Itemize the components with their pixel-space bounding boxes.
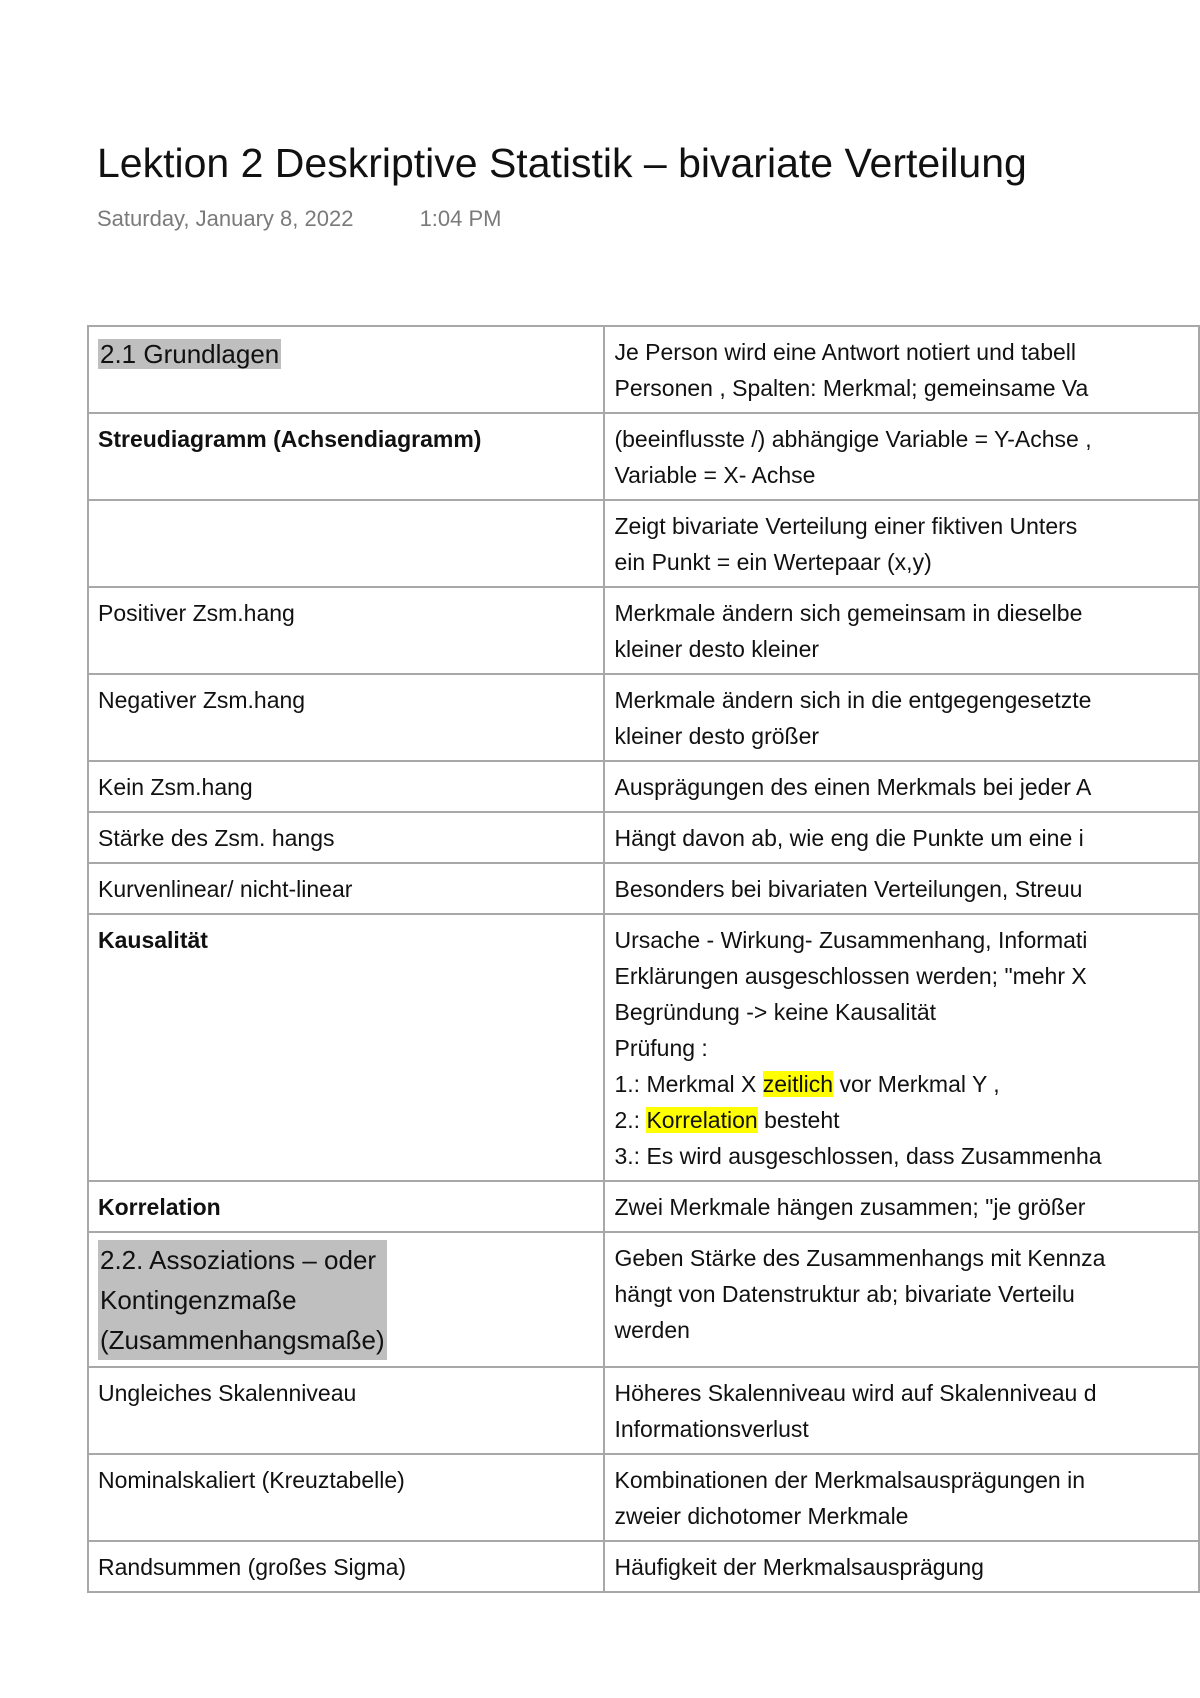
description-line: Je Person wird eine Antwort notiert und tabell (614, 339, 1077, 365)
description-line: Begründung -> keine Kausalität (614, 999, 937, 1025)
table-row (88, 413, 1199, 500)
description-line: Merkmale ändern sich in die entgegengesetzte (614, 687, 1092, 713)
description-line: Personen , Spalten: Merkmal; gemeinsame Va (614, 375, 1089, 401)
description-cell[interactable] (604, 500, 1199, 587)
description-line: Hängt davon ab, wie eng die Punkte um eine i (614, 825, 1084, 851)
term-cell[interactable] (88, 1181, 604, 1232)
section-heading-assoziation (98, 1240, 387, 1360)
term-label: Korrelation (98, 1194, 221, 1220)
description-line: Variable = X- Achse (614, 462, 816, 488)
highlight-zeitlich: zeitlich (762, 1071, 834, 1097)
description-cell[interactable] (604, 1367, 1199, 1454)
term-cell[interactable] (88, 863, 604, 914)
term-cell[interactable] (88, 500, 604, 587)
table-row (88, 1367, 1199, 1454)
description-line: Geben Stärke des Zusammenhangs mit Kennza (614, 1245, 1106, 1271)
term-label: Kurvenlinear/ nicht-linear (98, 876, 353, 902)
term-label: Kausalität (98, 927, 208, 953)
table-row (88, 1181, 1199, 1232)
term-cell[interactable] (88, 326, 604, 413)
table-row (88, 914, 1199, 1181)
term-label: Ungleiches Skalenniveau (98, 1380, 357, 1406)
term-label: Negativer Zsm.hang (98, 687, 306, 713)
section-heading-grundlagen: 2.1 Grundlagen (100, 339, 280, 369)
description-line: kleiner desto größer (614, 723, 820, 749)
term-cell[interactable] (88, 812, 604, 863)
page-meta (97, 206, 502, 232)
description-line: Kombinationen der Merkmalsausprägungen in (614, 1467, 1085, 1493)
description-line: Informationsverlust (614, 1416, 809, 1442)
term-label: Nominalskaliert (Kreuztabelle) (98, 1467, 405, 1493)
term-label: Stärke des Zsm. hangs (98, 825, 335, 851)
term-cell[interactable] (88, 413, 604, 500)
description-line: zweier dichotomer Merkmale (614, 1503, 909, 1529)
term-label: Randsummen (großes Sigma) (98, 1554, 407, 1580)
description-line: Prüfung : (614, 1035, 708, 1061)
notes-table (87, 325, 1200, 1593)
term-label: Streudiagramm (Achsendiagramm) (98, 426, 482, 452)
description-line: kleiner desto kleiner (614, 636, 820, 662)
table-row (88, 1541, 1199, 1592)
description-line: Merkmale ändern sich gemeinsam in dieselbe (614, 600, 1083, 626)
description-cell[interactable] (604, 413, 1199, 500)
heading-line: Kontingenzmaße (100, 1285, 297, 1315)
description-line: Ursache - Wirkung- Zusammenhang, Informati (614, 927, 1088, 953)
description-cell[interactable] (604, 674, 1199, 761)
page-date: Saturday, January 8, 2022 (97, 206, 354, 231)
term-cell[interactable] (88, 1367, 604, 1454)
description-line: Zeigt bivariate Verteilung einer fiktiven Unters (614, 513, 1078, 539)
check-text: 1.: Merkmal X (614, 1071, 763, 1097)
description-cell[interactable] (604, 326, 1199, 413)
description-cell[interactable] (604, 1181, 1199, 1232)
description-cell[interactable] (604, 1541, 1199, 1592)
term-cell[interactable] (88, 914, 604, 1181)
table-row (88, 812, 1199, 863)
description-cell[interactable] (604, 863, 1199, 914)
heading-line: 2.2. Assoziations – oder (100, 1245, 377, 1275)
heading-line: (Zusammenhangsmaße) (100, 1325, 385, 1355)
term-cell[interactable] (88, 587, 604, 674)
table-row (88, 1454, 1199, 1541)
check-line-3: 3.: Es wird ausgeschlossen, dass Zusammenha (614, 1143, 1102, 1169)
highlight-korrelation: Korrelation (646, 1107, 758, 1133)
table-row (88, 761, 1199, 812)
page-time: 1:04 PM (419, 206, 502, 231)
description-cell[interactable] (604, 761, 1199, 812)
table-row (88, 863, 1199, 914)
description-line: (beeinflusste /) abhängige Variable = Y-Achse , (614, 426, 1092, 452)
check-line-2 (614, 1102, 1189, 1138)
description-line: Ausprägungen des einen Merkmals bei jeder A (614, 774, 1092, 800)
table-row (88, 326, 1199, 413)
term-cell[interactable] (88, 674, 604, 761)
description-line: werden (614, 1317, 690, 1343)
description-cell[interactable] (604, 812, 1199, 863)
check-text: 2.: (614, 1107, 647, 1133)
table-row (88, 674, 1199, 761)
description-line: Besonders bei bivariaten Verteilungen, Streuu (614, 876, 1083, 902)
description-line: hängt von Datenstruktur ab; bivariate Verteilu (614, 1281, 1075, 1307)
term-cell[interactable] (88, 1232, 604, 1367)
description-cell[interactable] (604, 914, 1199, 1181)
page-title: Lektion 2 Deskriptive Statistik – bivariate Verteilung (97, 140, 1027, 186)
description-line: Häufigkeit der Merkmalsausprägung (614, 1554, 984, 1580)
term-label: Kein Zsm.hang (98, 774, 253, 800)
check-text: besteht (757, 1107, 840, 1133)
description-line: Erklärungen ausgeschlossen werden; "mehr X (614, 963, 1087, 989)
description-cell[interactable] (604, 587, 1199, 674)
term-cell[interactable] (88, 1454, 604, 1541)
table-row (88, 587, 1199, 674)
check-line-1 (614, 1066, 1189, 1102)
check-text: vor Merkmal Y , (833, 1071, 1000, 1097)
term-cell[interactable] (88, 761, 604, 812)
table-row (88, 500, 1199, 587)
description-line: Höheres Skalenniveau wird auf Skalenniveau d (614, 1380, 1097, 1406)
table-row (88, 1232, 1199, 1367)
description-line: ein Punkt = ein Wertepaar (x,y) (614, 549, 932, 575)
term-cell[interactable] (88, 1541, 604, 1592)
description-line: Zwei Merkmale hängen zusammen; "je größer (614, 1194, 1086, 1220)
description-cell[interactable] (604, 1232, 1199, 1367)
term-label: Positiver Zsm.hang (98, 600, 295, 626)
description-cell[interactable] (604, 1454, 1199, 1541)
